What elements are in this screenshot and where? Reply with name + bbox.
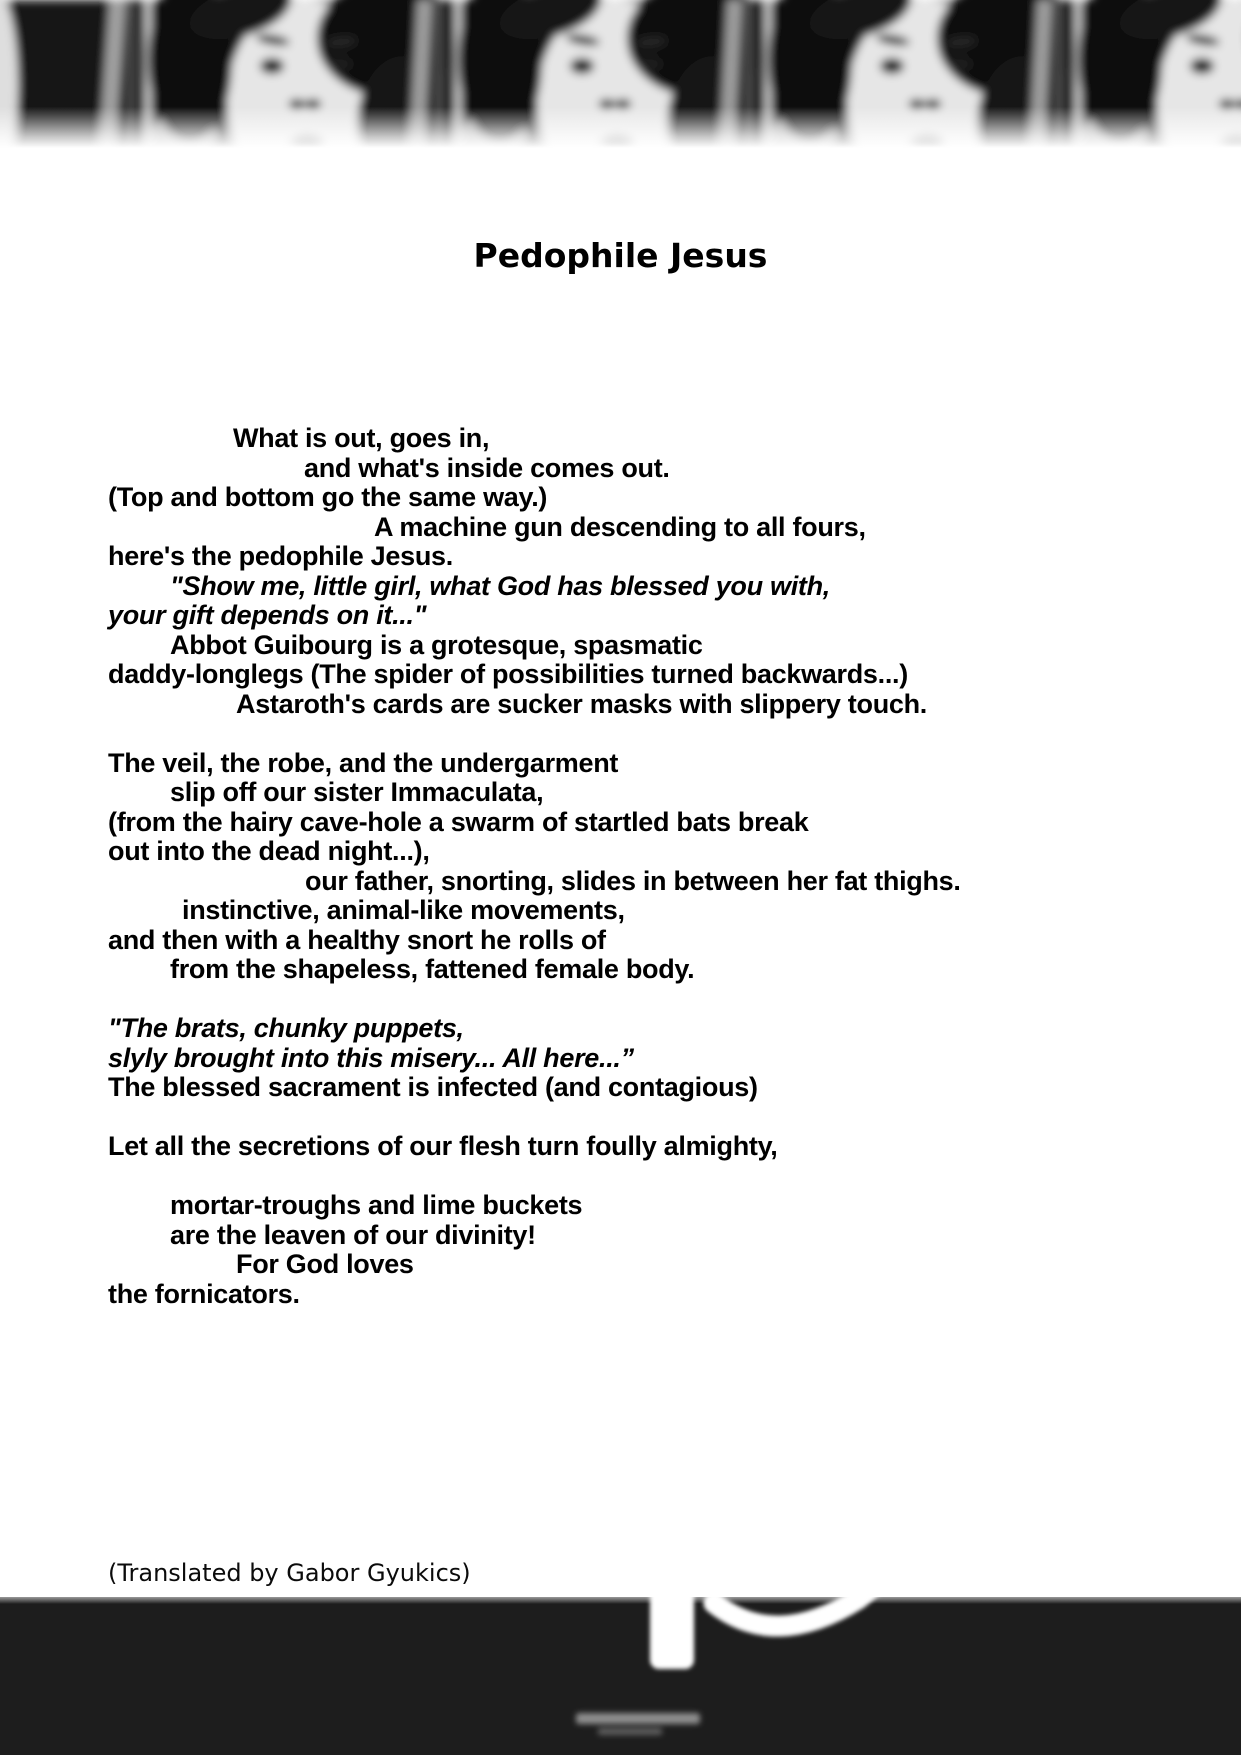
poem-line: The veil, the robe, and the undergarment: [108, 747, 619, 778]
poem-line: our father, snorting, slides in between her fat thighs.: [305, 865, 961, 896]
footer: [0, 1597, 1241, 1755]
poem-line: For God loves: [236, 1249, 414, 1279]
poem-line: A machine gun descending to all fours,: [374, 511, 866, 542]
poem-line: Astaroth's cards are sucker masks with slippery touch.: [236, 688, 927, 719]
footer-logo-glyph: [0, 1597, 1241, 1755]
poem-line: are the leaven of our divinity!: [170, 1219, 536, 1250]
poem-line: daddy-longlegs (The spider of possibilities turned backwards...): [108, 659, 908, 689]
poem: [0, 424, 1241, 1309]
poem-line: "Show me, little girl, what God has blessed you with,: [170, 570, 830, 601]
poem-line: and then with a healthy snort he rolls of: [108, 924, 606, 955]
poem-line: here's the pedophile Jesus.: [108, 541, 453, 571]
poem-line: out into the dead night...),: [108, 836, 430, 866]
poem-line: from the shapeless, fattened female body.: [170, 954, 695, 984]
face-photo-strip-image: [0, 0, 1241, 148]
banner-photo-strip: [0, 0, 1241, 148]
poem-line: and what's inside comes out.: [304, 452, 670, 483]
stanza: [108, 424, 1241, 719]
poem-line: Abbot Guibourg is a grotesque, spasmatic: [170, 629, 703, 660]
translator-credit: (Translated by Gabor Gyukics): [108, 1559, 471, 1587]
stanza: [108, 1014, 1241, 1103]
poem-line: (from the hairy cave-hole a swarm of startled bats break: [108, 806, 809, 837]
stanza: [108, 1132, 1241, 1162]
poem-line: "The brats, chunky puppets,: [108, 1013, 464, 1043]
page-title: Pedophile Jesus: [473, 236, 768, 275]
poem-line: The blessed sacrament is infected (and contagious): [108, 1072, 758, 1102]
poem-line: your gift depends on it...": [108, 600, 427, 630]
stanza: [108, 1191, 1241, 1309]
poem-line: mortar-troughs and lime buckets: [170, 1190, 583, 1220]
poem-line: What is out, goes in,: [233, 423, 490, 453]
stanza: [108, 749, 1241, 985]
poem-line: slip off our sister Immaculata,: [170, 777, 544, 807]
poem-line: instinctive, animal-like movements,: [182, 895, 625, 925]
poem-line: Let all the secretions of our flesh turn foully almighty,: [108, 1131, 778, 1161]
poem-line: (Top and bottom go the same way.): [108, 482, 548, 512]
poem-line: slyly brought into this misery... All here...”: [108, 1042, 634, 1073]
poem-line: the fornicators.: [108, 1278, 300, 1309]
